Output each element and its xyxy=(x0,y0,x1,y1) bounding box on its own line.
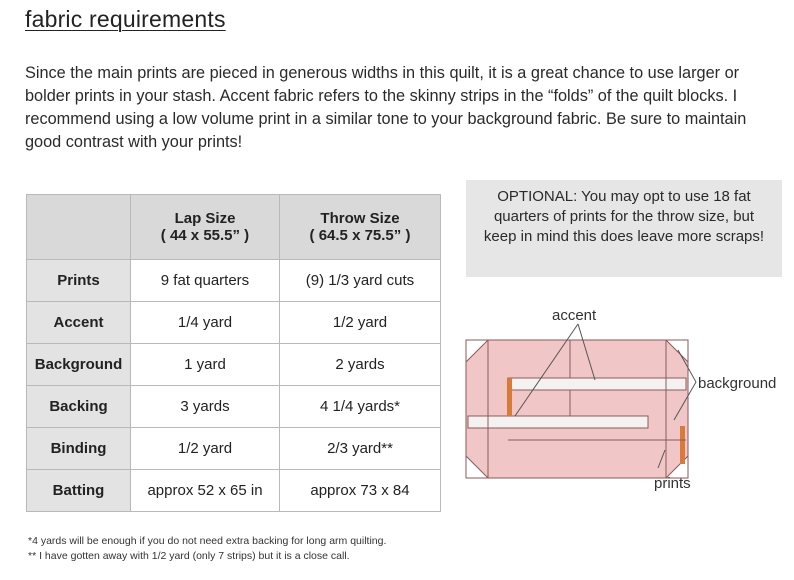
table-header-row xyxy=(27,195,441,260)
row-label: Batting xyxy=(27,470,131,512)
header-throw-size xyxy=(280,195,441,260)
throw-value: 2 yards xyxy=(280,344,441,386)
lap-value: 1/2 yard xyxy=(131,428,280,470)
prints-label: prints xyxy=(654,475,691,492)
row-label: Accent xyxy=(27,302,131,344)
optional-note-box xyxy=(466,180,782,277)
lap-value: 3 yards xyxy=(131,386,280,428)
optional-note-text: OPTIONAL: You may opt to use 18 fat quarters of prints for the throw size, but keep in mind this does leave more scraps! xyxy=(483,188,765,245)
accent-strip-top xyxy=(508,378,686,390)
row-label: Backing xyxy=(27,386,131,428)
throw-size-dims: ( 64.5 x 75.5” ) xyxy=(309,227,411,244)
row-label: Prints xyxy=(27,260,131,302)
row-label: Background xyxy=(27,344,131,386)
table-row-binding xyxy=(27,428,441,470)
quilt-block-diagram xyxy=(460,300,790,500)
fabric-requirements-table xyxy=(26,194,441,512)
prints-shape xyxy=(466,340,688,478)
throw-value: 1/2 yard xyxy=(280,302,441,344)
lap-size-dims: ( 44 x 55.5” ) xyxy=(160,227,250,244)
throw-value: approx 73 x 84 xyxy=(280,470,441,512)
page-title: fabric requirements xyxy=(25,6,226,32)
accent-edge-left xyxy=(507,378,512,416)
header-lap-size xyxy=(131,195,280,260)
footnotes xyxy=(28,534,386,564)
header-blank-cell xyxy=(27,195,131,260)
table-row-prints xyxy=(27,260,441,302)
table-row-backing xyxy=(27,386,441,428)
table-row-accent xyxy=(27,302,441,344)
lap-value: 1/4 yard xyxy=(131,302,280,344)
lap-value: 9 fat quarters xyxy=(131,260,280,302)
accent-strip-bottom xyxy=(468,416,648,428)
accent-edge-right xyxy=(680,426,685,464)
throw-size-name: Throw Size xyxy=(320,210,400,227)
accent-label: accent xyxy=(552,307,597,324)
lap-value: approx 52 x 65 in xyxy=(131,470,280,512)
table-row-batting xyxy=(27,470,441,512)
intro-paragraph: Since the main prints are pieced in generous widths in this quilt, it is a great chance to use larger or bolder prints in your stash. Accent fabric refers to the skinny strips in the “folds” of the quilt blocks. I recommend using a low volume print in a similar tone to your background fabric. Be sure to maintain good contrast with your prints! xyxy=(25,64,747,151)
throw-value: 4 1/4 yards* xyxy=(280,386,441,428)
lap-size-name: Lap Size xyxy=(174,210,236,227)
row-label: Binding xyxy=(27,428,131,470)
throw-value: (9) 1/3 yard cuts xyxy=(280,260,441,302)
throw-value: 2/3 yard** xyxy=(280,428,441,470)
background-label: background xyxy=(698,375,777,392)
lap-value: 1 yard xyxy=(131,344,280,386)
footnote-backing: *4 yards will be enough if you do not need extra backing for long arm quilting. xyxy=(28,535,387,547)
footnote-binding: ** I have gotten away with 1/2 yard (only 7 strips) but it is a close call. xyxy=(28,550,350,562)
table-row-background xyxy=(27,344,441,386)
